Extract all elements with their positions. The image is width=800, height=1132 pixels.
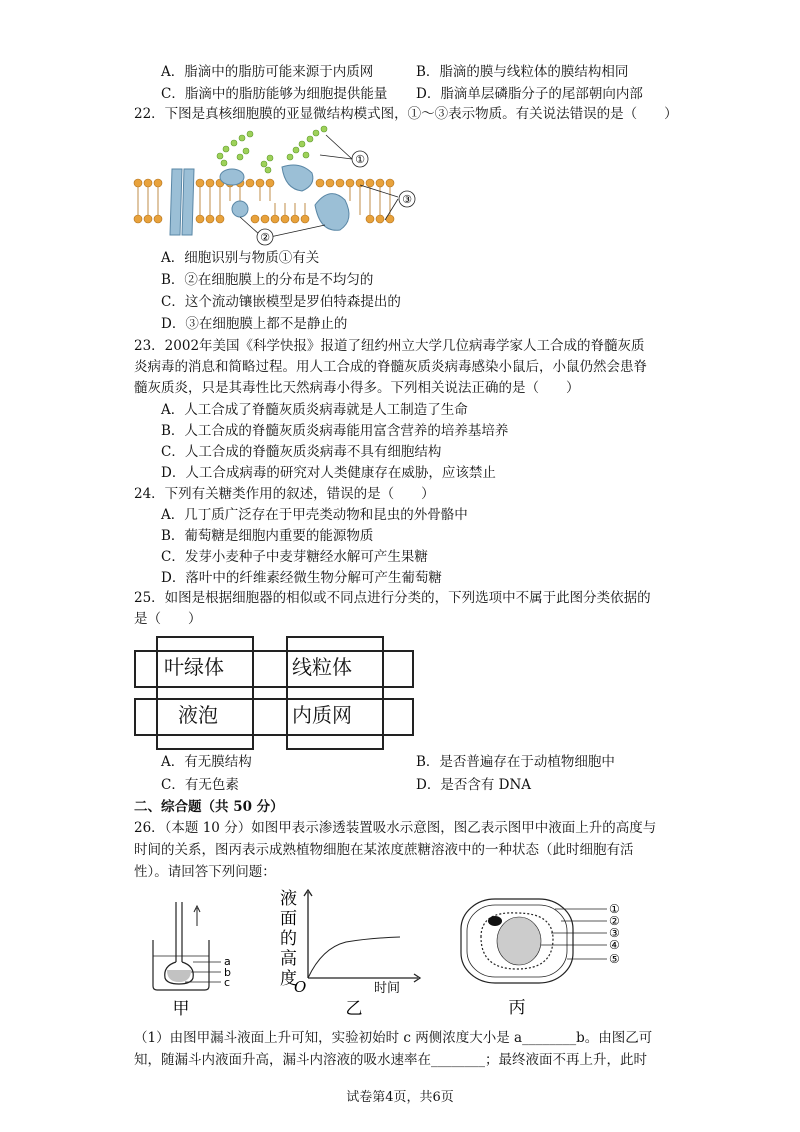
q26-stem-line-2: 时间的关系，图丙表示成熟植物细胞在某浓度蔗糖溶液中的一种状态（此时细胞有活 — [134, 842, 634, 858]
q21-option-a: A．脂滴中的脂肪可能来源于内质网 — [161, 64, 374, 80]
q23-option-b: B．人工合成的脊髓灰质炎病毒能用富含营养的培养基培养 — [161, 423, 509, 439]
q23-option-c: C．人工合成的脊髓灰质炎病毒不具有细胞结构 — [161, 444, 442, 460]
yi-origin: O — [294, 978, 307, 996]
q21-option-d: D．脂滴单层磷脂分子的尾部朝向内部 — [416, 86, 643, 102]
q22-option-b: B．②在细胞膜上的分布是不均匀的 — [161, 272, 374, 288]
q22-option-d: D．③在细胞膜上都不是静止的 — [161, 316, 348, 332]
q23-stem-line-1: 23．2002年美国《科学快报》报道了纽约州立大学几位病毒学家人工合成的脊髓灰质 — [134, 338, 645, 354]
bing-label-5: ⑤ — [609, 952, 620, 966]
figure-jia-osmosis-apparatus — [145, 898, 245, 1018]
jia-label-c: c — [224, 976, 231, 989]
organelle-vacuole: 液泡 — [178, 703, 218, 727]
q26-part1-line-2: 知，随漏斗内液面升高，漏斗内溶液的吸水速率在________；最终液面不再上升，此时 — [134, 1052, 647, 1068]
q22-option-a: A．细胞识别与物质①有关 — [161, 250, 320, 266]
organelle-chloroplast: 叶绿体 — [164, 655, 224, 679]
q24-option-a: A．几丁质广泛存在于甲壳类动物和昆虫的外骨骼中 — [161, 507, 468, 523]
q23-option-a: A．人工合成了脊髓灰质炎病毒就是人工制造了生命 — [161, 402, 468, 418]
q24-option-b: B．葡萄糖是细胞内重要的能源物质 — [161, 528, 374, 544]
q25-option-d: D．是否含有 DNA — [416, 777, 532, 793]
q23-option-d: D．人工合成病毒的研究对人类健康存在威胁，应该禁止 — [161, 465, 496, 481]
q21-option-b: B．脂滴的膜与线粒体的膜结构相同 — [416, 64, 629, 80]
yi-ylabel-char-4: 高 — [280, 949, 297, 969]
q24-option-c: C．发芽小麦种子中麦芽糖经水解可产生果糖 — [161, 549, 428, 565]
page-footer: 试卷第4页，共6页 — [346, 1090, 454, 1105]
yi-ylabel-char-1: 液 — [280, 889, 297, 909]
jia-label-a: a — [224, 955, 231, 968]
q23-stem-line-2: 炎病毒的消息和简略过程。用人工合成的脊髓灰质炎病毒感染小鼠后，小鼠仍然会患脊 — [134, 359, 647, 375]
q24-option-d: D．落叶中的纤维素经微生物分解可产生葡萄糖 — [161, 570, 442, 586]
q25-option-a: A．有无膜结构 — [161, 754, 252, 770]
q25-option-c: C．有无色素 — [161, 777, 239, 793]
jia-caption: 甲 — [172, 999, 190, 1019]
q26-part1-line-1: （1）由图甲漏斗液面上升可知，实验初始时 c 两侧浓度大小是 a________b。由图乙可 — [134, 1030, 653, 1046]
q26-stem-line-3: 性）。请回答下列问题： — [134, 864, 276, 880]
membrane-label-1: ① — [355, 153, 365, 166]
cell-membrane-figure — [130, 125, 440, 250]
figure-bing-plant-cell — [455, 893, 655, 1019]
q23-stem-line-3: 髓灰质炎，只是其毒性比天然病毒小得多。下列相关说法正确的是（ ） — [134, 380, 580, 396]
organelle-er: 内质网 — [292, 703, 352, 727]
jia-label-b: b — [224, 966, 231, 979]
membrane-label-2: ② — [260, 231, 270, 244]
q21-option-c: C．脂滴中的脂肪能够为细胞提供能量 — [161, 86, 388, 102]
q22-option-c: C．这个流动镶嵌模型是罗伯特森提出的 — [161, 294, 401, 310]
q24-stem: 24．下列有关糖类作用的叙述，错误的是（ ） — [134, 486, 435, 502]
bing-label-4: ④ — [609, 938, 620, 952]
q22-stem: 22．下图是真核细胞膜的亚显微结构模式图，①～③表示物质。有关说法错误的是（ ） — [134, 106, 678, 122]
figure-yi-height-time — [270, 886, 440, 1020]
bing-caption: 丙 — [508, 998, 526, 1018]
yi-caption: 乙 — [345, 999, 363, 1019]
membrane-label-3: ③ — [402, 193, 412, 206]
q25-option-b: B．是否普遍存在于动植物细胞中 — [416, 754, 615, 770]
bing-label-3: ③ — [609, 926, 620, 940]
yi-xlabel: 时间 — [374, 981, 401, 996]
bing-label-1: ① — [609, 902, 620, 916]
yi-ylabel-char-3: 的 — [280, 929, 297, 949]
q26-stem-line-1: 26．（本题 10 分）如图甲表示渗透装置吸水示意图，图乙表示图甲中液面上升的高度与 — [134, 820, 657, 836]
q25-stem-line-1: 25．如图是根据细胞器的相似或不同点进行分类的，下列选项中不属于此图分类依据的 — [134, 590, 651, 606]
section-heading: 二、综合题（共 50 分） — [134, 799, 284, 815]
bing-label-2: ② — [609, 914, 620, 928]
yi-ylabel-char-5: 度 — [280, 969, 297, 989]
organelle-mitochondrion: 线粒体 — [292, 655, 352, 679]
yi-ylabel-char-2: 面 — [280, 909, 297, 929]
q25-stem-line-2: 是（ ） — [134, 611, 202, 627]
